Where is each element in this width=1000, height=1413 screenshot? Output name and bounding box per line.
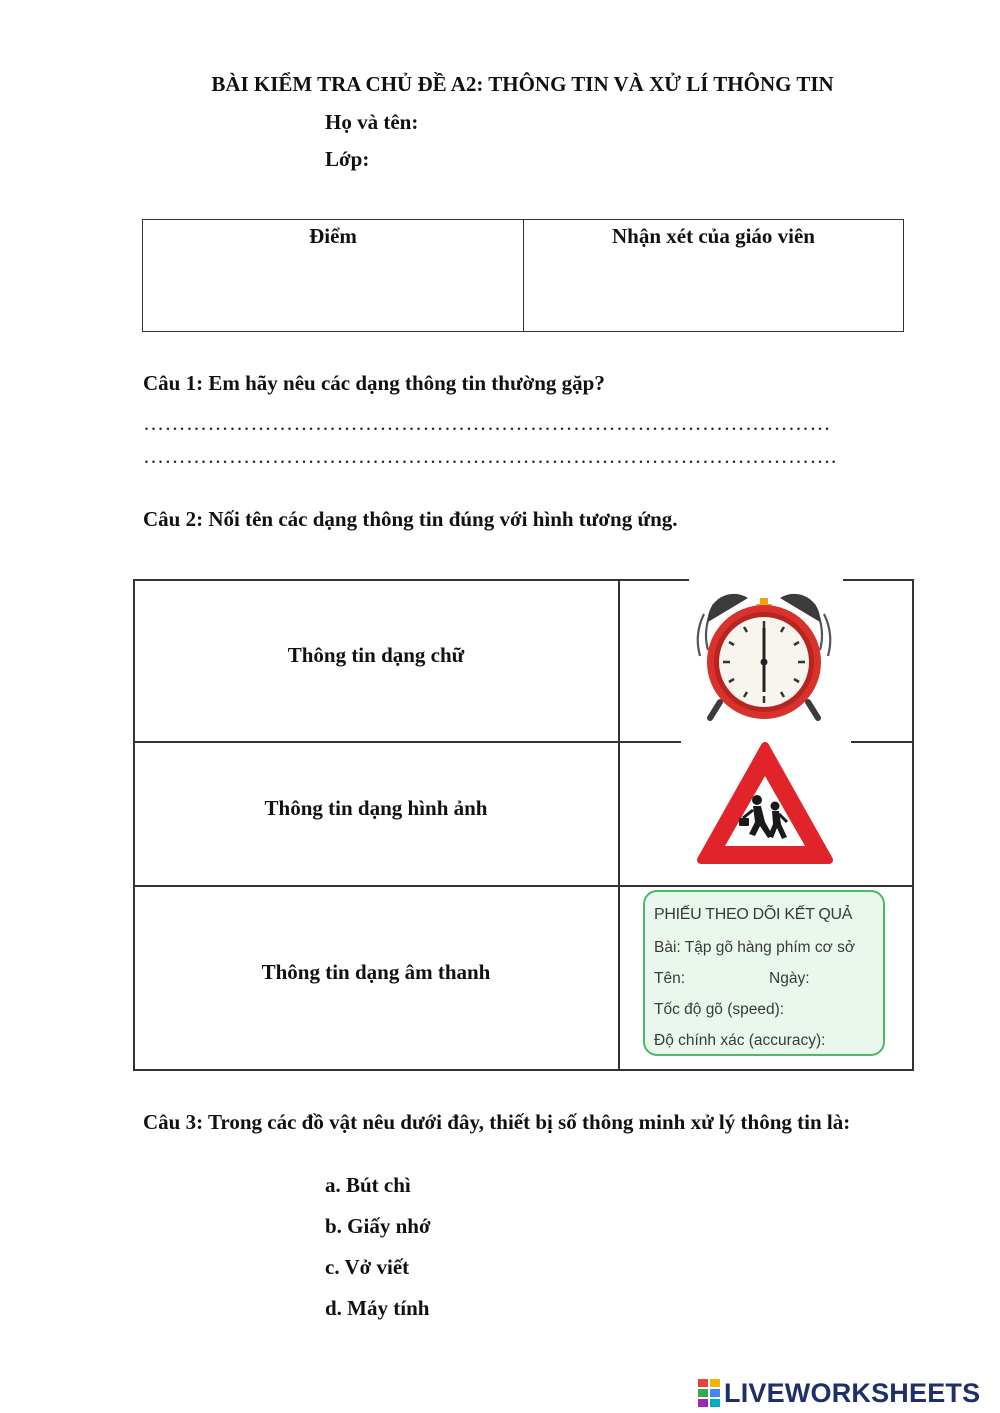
result-sheet-name-date-row: [654, 966, 883, 997]
score-cell[interactable]: [143, 220, 524, 331]
question-3: Câu 3: Trong các đồ vật nêu dưới đây, thiết bị số thông minh xử lý thông tin là:: [143, 1110, 851, 1134]
liveworksheets-brand[interactable]: LIVEWORKSHEETS: [724, 1378, 981, 1408]
table-row-divider-1a: [133, 741, 681, 743]
label-text-info[interactable]: Thông tin dạng chữ: [287, 643, 465, 667]
label-image-info[interactable]: Thông tin dạng hình ảnh: [264, 796, 488, 820]
class-field-label: Lớp:: [325, 147, 370, 171]
table-row-divider-2: [133, 885, 914, 887]
option-d[interactable]: d. Máy tính: [325, 1296, 430, 1320]
result-tracking-sheet[interactable]: [643, 890, 885, 1056]
alarm-clock-icon[interactable]: [686, 584, 842, 726]
answer-line-2[interactable]: …………………………………………………………………………………….: [143, 444, 837, 468]
answer-line-1[interactable]: ……………………………………………………………………………………: [143, 411, 831, 435]
result-sheet-speed: Tốc độ gõ (speed):: [654, 1001, 785, 1018]
teacher-comment-cell[interactable]: [524, 220, 903, 331]
label-sound-info[interactable]: Thông tin dạng âm thanh: [261, 960, 491, 984]
question-1: Câu 1: Em hãy nêu các dạng thông tin thường gặp?: [143, 371, 605, 395]
result-sheet-lesson: Bài: Tập gõ hàng phím cơ sở: [654, 939, 855, 956]
score-table: [142, 219, 904, 332]
question-2: Câu 2: Nối tên các dạng thông tin đúng với hình tương ứng.: [143, 507, 678, 531]
result-sheet-title: PHIẾU THEO DÕI KẾT QUẢ: [654, 906, 853, 923]
table-row-divider-1b: [851, 741, 914, 743]
option-b[interactable]: b. Giấy nhớ: [325, 1214, 431, 1238]
table-border-right: [912, 579, 914, 1071]
option-a[interactable]: a. Bút chì: [325, 1173, 411, 1197]
score-header: Điểm: [309, 224, 357, 248]
table-border-top-left: [133, 579, 689, 581]
liveworksheets-logo-icon: [698, 1379, 722, 1407]
result-sheet-accuracy: Độ chính xác (accuracy):: [654, 1032, 826, 1049]
name-field-label: Họ và tên:: [325, 110, 419, 134]
result-sheet-name-label: Tên:: [654, 970, 686, 987]
option-c[interactable]: c. Vở viết: [325, 1255, 410, 1279]
children-crossing-sign-icon[interactable]: [695, 740, 835, 868]
page-title: BÀI KIỂM TRA CHỦ ĐỀ A2: THÔNG TIN VÀ XỬ LÍ THÔNG TIN: [211, 72, 834, 96]
table-border-bottom: [133, 1069, 914, 1071]
table-border-top-right: [843, 579, 914, 581]
result-sheet-date-label: Ngày:: [769, 970, 810, 987]
teacher-comment-header: Nhận xét của giáo viên: [611, 224, 815, 248]
